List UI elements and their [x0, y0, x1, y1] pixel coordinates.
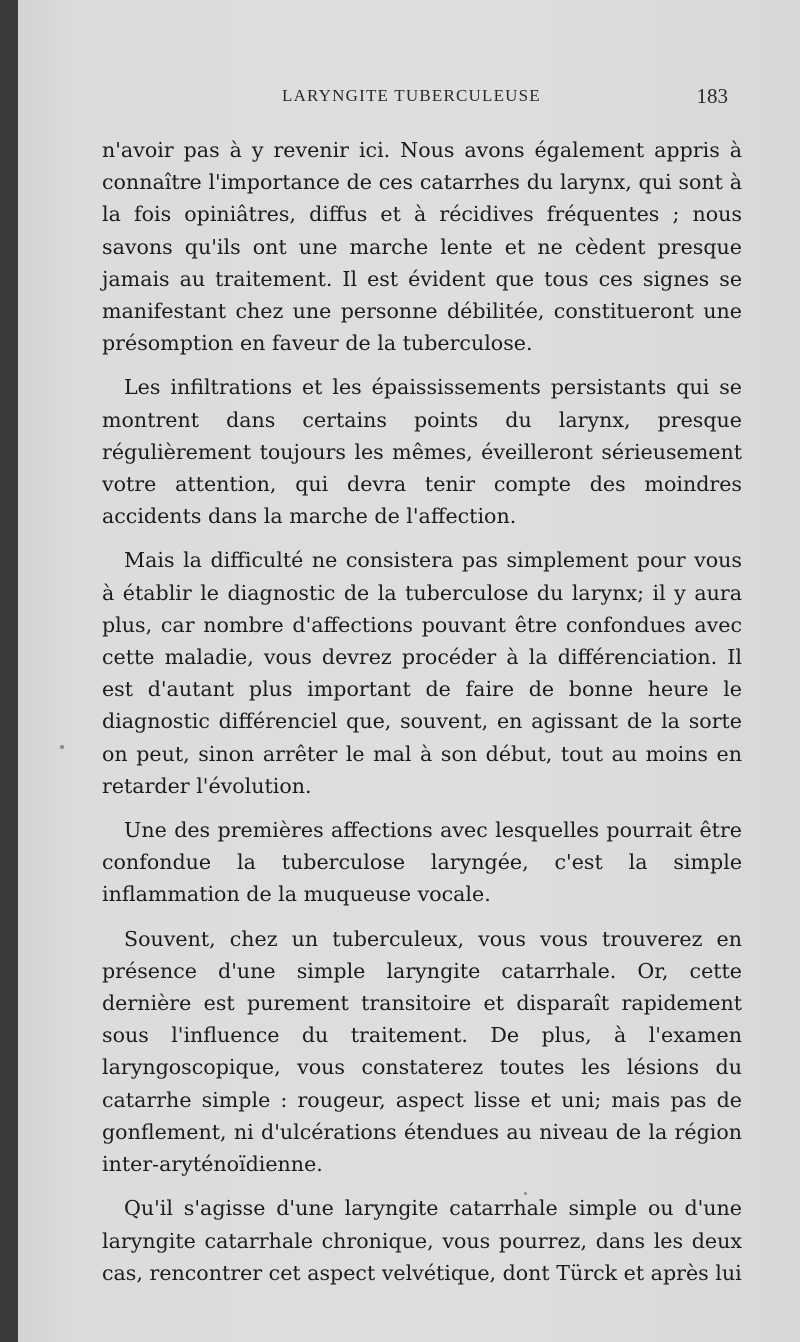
paper-speck: [524, 1192, 527, 1195]
paragraph-continuation: n'avoir pas à y revenir ici. Nous avons également appris à connaître l'importance de ces catarrhes du larynx, qui sont à la fois opiniâtres, diffus et à récidives fréquentes ; nous savons qu'ils ont une marche lente et ne cèdent presque jamais au traitement. Il est évident que tous ces signes se manifestant chez une personne débilitée, constitueront une présomption en faveur de la tuberculose.: [102, 138, 742, 356]
paragraph-infiltrations: Les infiltrations et les épaississements persistants qui se montrent dans certains points du larynx, presque régulièrement toujours les mêmes, éveilleront sérieusement votre attention, qui devra tenir compte des moindres accidents dans la marche de l'affection.: [102, 375, 742, 529]
paragraph-catarrhal-laryngitis: Souvent, chez un tuberculeux, vous vous trouverez en présence d'une simple laryngite catarrhale. Or, cette dernière est purement transitoire et disparaît rapidement sous l'influence du traitement. De plus, à l'examen laryngoscopique, vous constaterez toutes les lésions du catarrhe simple : rougeur, aspect lisse et uni; mais pas de gonflement, ni d'ulcérations étendues au niveau de la région inter-aryténoïdienne.: [102, 926, 742, 1177]
page-number: 183: [696, 84, 728, 108]
paper-speck: [60, 745, 64, 749]
paragraph-first-affection: Une des premières affections avec lesquelles pourrait être confondue la tuberculose laryngée, c'est la simple inflammation de la muqueuse vocale.: [102, 818, 742, 907]
page-header: [18, 86, 800, 112]
body-text: [102, 134, 742, 1289]
paragraph-diagnostic-difficulty: Mais la difficulté ne consistera pas simplement pour vous à établir le diagnostic de la tuberculose du larynx; il y aura plus, car nombre d'affections pouvant être confondues avec cette maladie, vous devrez procéder à la différenciation. Il est d'autant plus important de faire de bonne heure le diagnostic différenciel que, souvent, en agissant de la sorte on peut, sinon arrêter le mal à son début, tout au moins en retarder l'évolution.: [102, 548, 742, 798]
paragraph-velvet-aspect: Qu'il s'agisse d'une laryngite catarrhale simple ou d'une laryngite catarrhale chronique, vous pourrez, dans les deux cas, rencontrer cet aspect velvétique, dont Türck et après lui: [102, 1196, 742, 1285]
running-title: LARYNGITE TUBERCULEUSE: [282, 86, 541, 105]
book-page: [18, 0, 800, 1342]
